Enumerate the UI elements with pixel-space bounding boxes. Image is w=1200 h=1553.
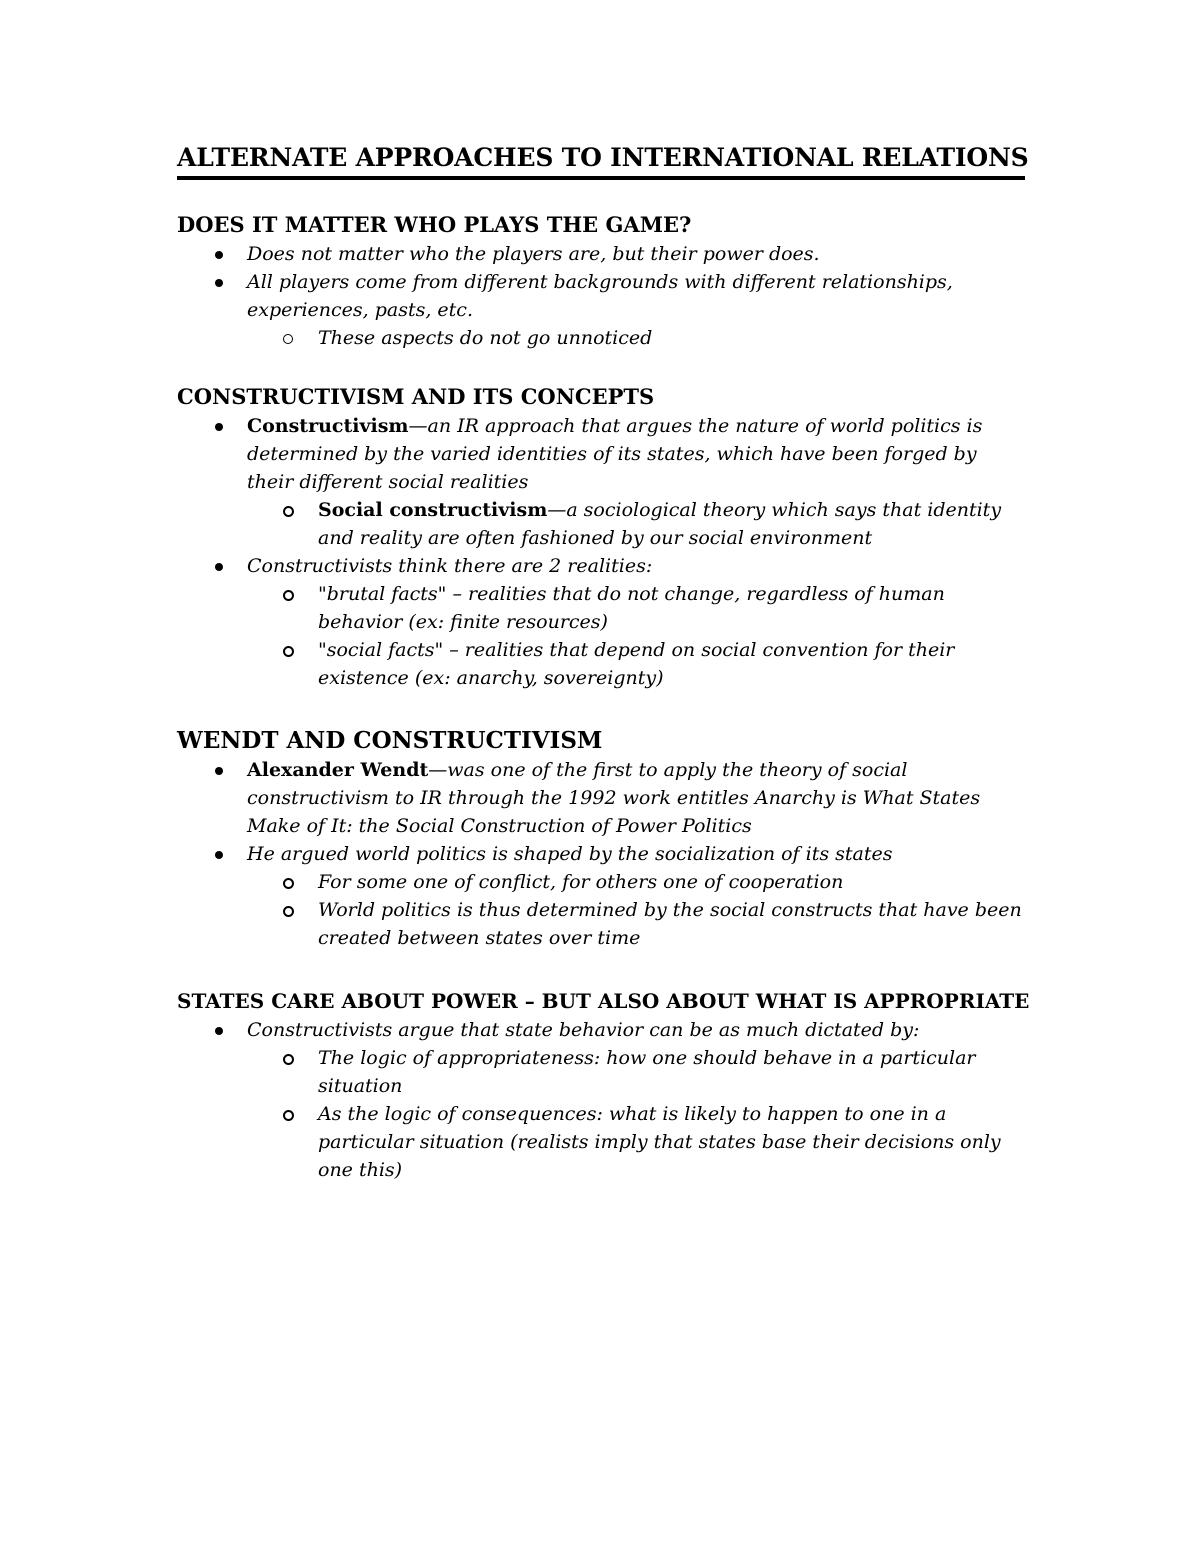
- sub-list-item: World politics is thus determined by the social constructs that have been created between states over time: [177, 896, 1025, 952]
- list-item: He argued world politics is shaped by the socialization of its states For some one of conflict, for others one of cooperation World politics is thus determined by the social constructs that have been created between states over time: [177, 840, 1025, 952]
- bullet-icon: [215, 279, 223, 287]
- bullet-list: [177, 412, 1025, 692]
- term-constructivism: Constructivism: [247, 415, 409, 437]
- sub-list: [247, 1044, 1025, 1184]
- section-heading: STATES CARE ABOUT POWER – BUT ALSO ABOUT WHAT IS APPROPRIATE: [177, 989, 1030, 1013]
- hollow-bullet-icon: [283, 878, 294, 889]
- section-appropriate: [177, 986, 1030, 1184]
- document-page: [177, 140, 1030, 1181]
- sub-list-item: "brutal facts" – realities that do not change, regardless of human behavior (ex: finite resources): [177, 580, 1025, 636]
- list-item: Constructivists think there are 2 realities: "brutal facts" – realities that do not change, regardless of human behavior (ex: finite resources) "social facts" – realities that depend on social convention for their existence (ex: anarchy, sovereignty): [177, 552, 1025, 692]
- bullet-list: [177, 1016, 1025, 1184]
- term-social-constructivism: Social constructivism: [318, 499, 548, 521]
- section-heading: DOES IT MATTER WHO PLAYS THE GAME?: [177, 212, 692, 237]
- list-item: Constructivists argue that state behavior can be as much dictated by: The logic of appropriateness: how one should behave in a particular situation As the logic of consequences: what is likely to happen to one in a particular situation (realists imply that states base their decisions only one this): [177, 1016, 1025, 1184]
- list-item: Alexander Wendt—was one of the first to apply the theory of social constructivism to IR through the 1992 work entitles Anarchy is What States Make of It: the Social Construction of Power Politics: [177, 756, 1025, 840]
- sub-list-item: For some one of conflict, for others one of cooperation: [177, 868, 1025, 896]
- list-item: Constructivism—an IR approach that argues the nature of world politics is determined by the varied identities of its states, which have been forged by their different social realities Social constructivism—a sociological theory which says that identity and reality are often fashioned by our social environment: [177, 412, 1025, 552]
- sub-list-item: The logic of appropriateness: how one should behave in a particular situation: [177, 1044, 1025, 1100]
- section-constructivism-concepts: [177, 382, 1025, 692]
- sub-list: [247, 496, 1025, 552]
- sub-list: [247, 868, 1025, 952]
- sub-list-item: Social constructivism—a sociological theory which says that identity and reality are often fashioned by our social environment: [177, 496, 1025, 552]
- sub-list: [247, 324, 1025, 352]
- hollow-bullet-icon: [283, 506, 294, 517]
- section-heading: WENDT AND CONSTRUCTIVISM: [177, 727, 603, 754]
- bullet-icon: [215, 423, 223, 431]
- bullet-icon: [215, 563, 223, 571]
- sub-list: [247, 580, 1025, 692]
- bullet-list: [177, 240, 1025, 352]
- sub-list-item: These aspects do not go unnoticed: [177, 324, 1025, 352]
- list-item: Does not matter who the players are, but their power does.: [177, 240, 1025, 268]
- hollow-bullet-icon: [283, 334, 293, 344]
- sub-list-item: As the logic of consequences: what is likely to happen to one in a particular situation (realists imply that states base their decisions only one this): [177, 1100, 1025, 1184]
- hollow-bullet-icon: [283, 646, 294, 657]
- bullet-list: [177, 756, 1025, 952]
- hollow-bullet-icon: [283, 1054, 294, 1065]
- list-item: All players come from different backgrounds with different relationships, experiences, pasts, etc. These aspects do not go unnoticed: [177, 268, 1025, 352]
- section-wendt: [177, 726, 1025, 952]
- section-heading: CONSTRUCTIVISM AND ITS CONCEPTS: [177, 384, 655, 409]
- bullet-icon: [215, 1027, 223, 1035]
- section-who-plays: [177, 210, 1025, 352]
- hollow-bullet-icon: [283, 906, 294, 917]
- document-title: ALTERNATE APPROACHES TO INTERNATIONAL RELATIONS: [177, 140, 1025, 180]
- bullet-icon: [215, 767, 223, 775]
- bullet-icon: [215, 851, 223, 859]
- bullet-icon: [215, 251, 223, 259]
- sub-list-item: "social facts" – realities that depend on social convention for their existence (ex: anarchy, sovereignty): [177, 636, 1025, 692]
- hollow-bullet-icon: [283, 1110, 294, 1121]
- hollow-bullet-icon: [283, 590, 294, 601]
- term-alexander-wendt: Alexander Wendt: [247, 759, 429, 781]
